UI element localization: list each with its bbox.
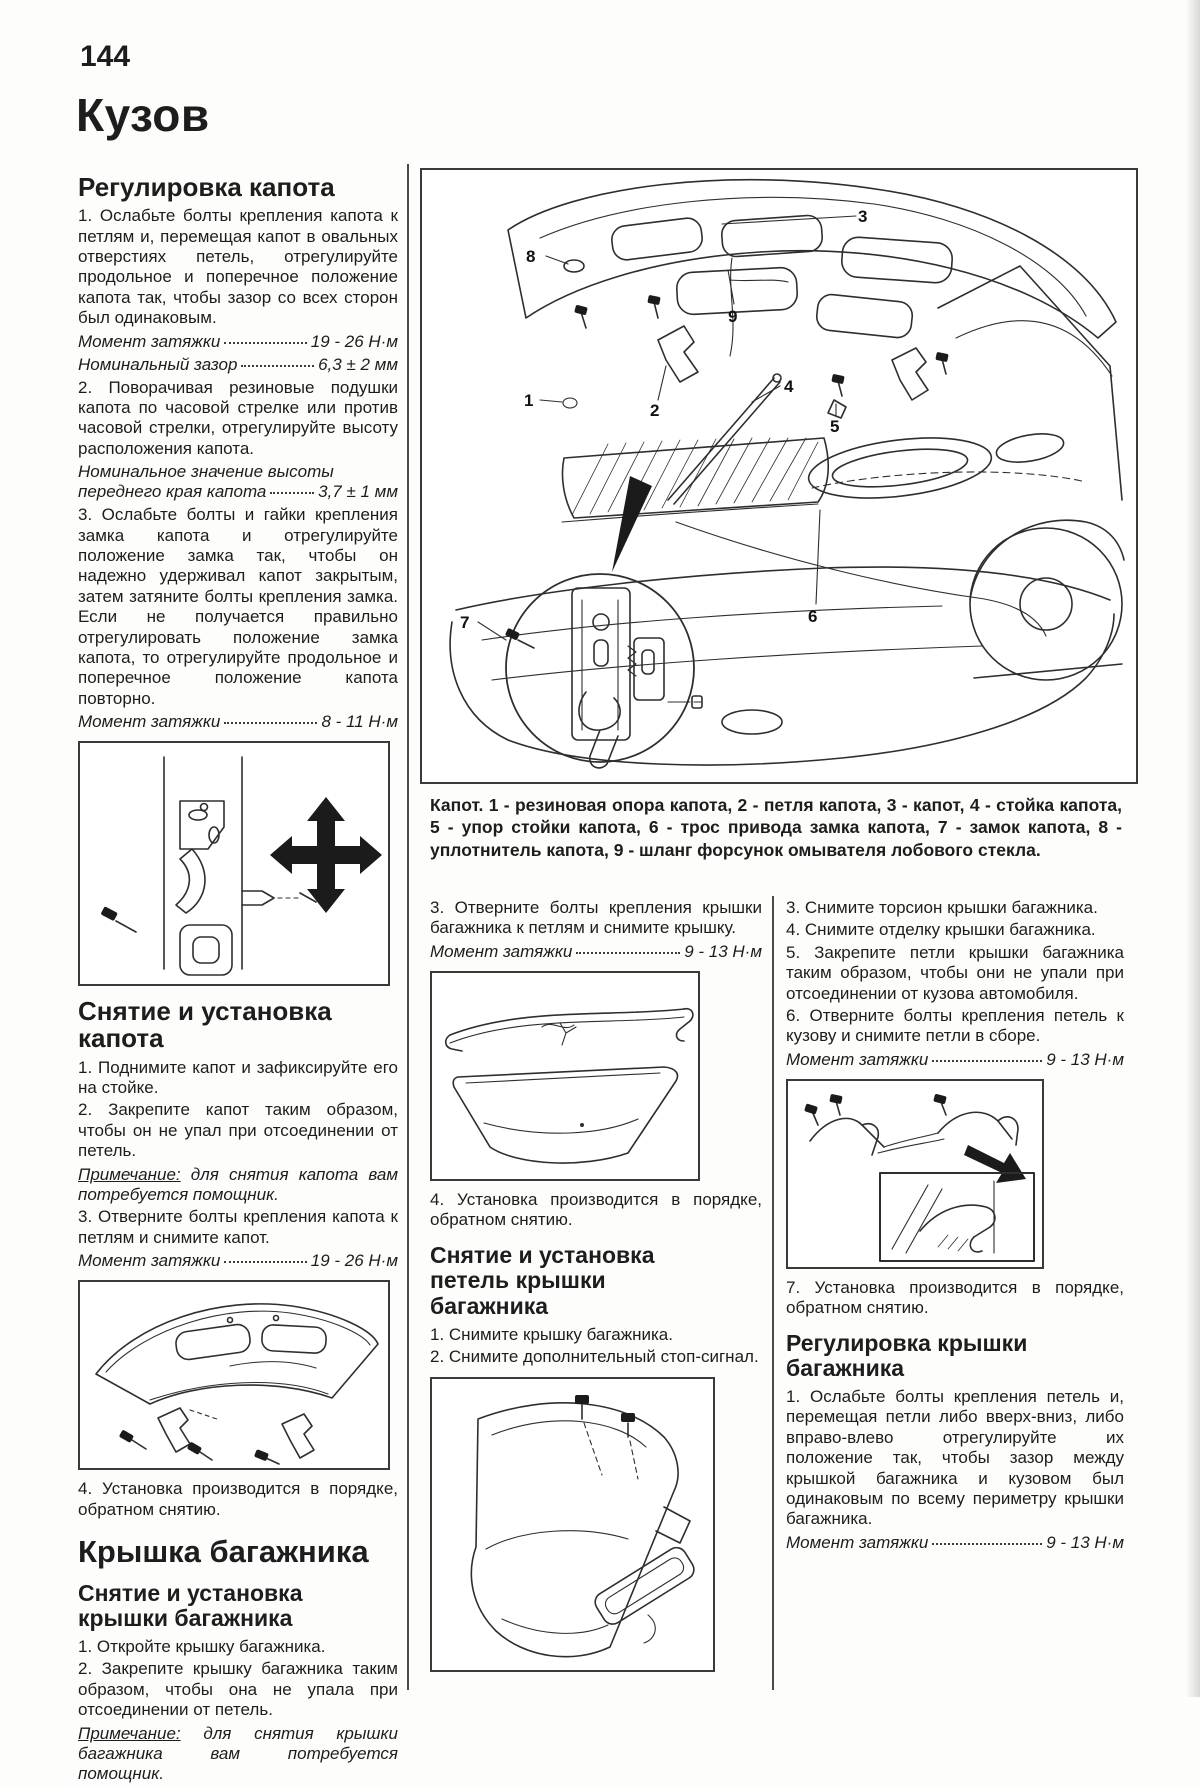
hood-hinge-adjust-figure — [78, 741, 390, 986]
instruction-step: 3. Снимите торсион крышки багажника. — [786, 898, 1098, 917]
torque-spec — [786, 1050, 1124, 1070]
hood-assembly-figure — [420, 168, 1138, 784]
hood-lock-inset — [506, 574, 702, 768]
dot-leader — [241, 365, 314, 367]
spec-label: переднего края капота — [78, 482, 267, 502]
callout-1: 1 — [524, 391, 534, 410]
trunk-lid-panel — [453, 1067, 677, 1163]
spec-label: Момент затяжки — [78, 1251, 221, 1271]
torque-spec — [430, 942, 762, 962]
callout-9: 9 — [728, 307, 738, 326]
section-heading-trunk: Крышка багажника — [78, 1534, 369, 1569]
hinges-and-stay — [658, 258, 1086, 636]
instruction-step: 2. Снимите дополнительный стоп-сигнал. — [430, 1347, 759, 1367]
callout-5: 5 — [830, 417, 840, 436]
four-way-arrow-icon — [270, 797, 382, 913]
spec-label: Момент затяжки — [786, 1532, 929, 1552]
hood-figure — [78, 1280, 390, 1470]
torsion-bars — [446, 1008, 693, 1050]
spec-label: Момент затяжки — [78, 331, 221, 351]
instruction-step: 7. Установка производится в порядке, обратном снятию. — [786, 1277, 1124, 1318]
trunk-hinge-figure — [786, 1079, 1044, 1269]
instruction-step: 1. Поднимите капот и зафиксируйте его на стойке. — [78, 1057, 398, 1098]
gap-spec — [78, 355, 398, 375]
spec-label: Момент затяжки — [786, 1049, 929, 1069]
spec-value: 3,7 ± 1 мм — [318, 482, 398, 502]
section-heading-hood-adjust: Регулировка капота — [78, 172, 335, 202]
scan-shadow-edge — [1186, 0, 1200, 1697]
instruction-step: 1. Ослабьте болты крепления петель и, перемещая петли либо вверх-вниз, либо вправо-влево отрегулируйте их положение так, чтобы зазор между крышкой багажника и кузовом был одинаковым по всему периметру крышки багажника. — [786, 1387, 1124, 1529]
instruction-step: 1. Ослабьте болты крепления капота к петлям и, перемещая капот в овальных отверстиях петель, отрегулируйте продольное и поперечное положение капота так, чтобы зазор со всех сторон был одинаковым. — [78, 206, 398, 328]
instruction-step: 2. Поворачивая резиновые подушки капота по часовой стрелке или против часовой стрелки, отрегулируйте высоту расположения капота. — [78, 377, 398, 458]
quarter-panel-inset — [880, 1173, 1034, 1261]
spec-label: Номинальное значение высоты — [78, 462, 334, 482]
note — [78, 1165, 398, 1206]
instruction-step: 6. Отверните болты крепления петель к кузову и снимите петли в сборе. — [786, 1005, 1124, 1046]
dot-leader — [576, 952, 680, 954]
spec-value: 9 - 13 Н·м — [1046, 1532, 1124, 1552]
spec-label: Момент затяжки — [430, 941, 573, 961]
spec-value: 6,3 ± 2 мм — [318, 354, 398, 374]
note-text: для снятия капота вам потребуется помощник. — [78, 1164, 398, 1205]
dot-leader — [932, 1060, 1042, 1062]
dot-leader — [224, 722, 317, 724]
subsection-heading-trunk-remove: Снятие и установка крышки багажника — [78, 1579, 303, 1632]
instruction-step: 5. Закрепите петли крышки багажника таким образом, чтобы они не упали при отсоединении от кузова автомобиля. — [786, 942, 1124, 1003]
spec-value: 9 - 13 Н·м — [1046, 1049, 1124, 1069]
right-column — [786, 898, 1124, 1556]
car-front-body — [450, 266, 1124, 765]
trunk-hinge-diagram — [788, 1081, 1042, 1267]
hood-panel — [96, 1304, 378, 1404]
direction-arrow-icon — [964, 1145, 1026, 1183]
instruction-step: 2. Закрепите капот таким образом, чтобы он не упал при отсоединении от петель. — [78, 1100, 398, 1161]
callout-leader-lines — [478, 216, 856, 640]
instruction-step: 4. Установка производится в порядке, обратном снятию. — [430, 1189, 762, 1230]
trunk-lid-open — [471, 1402, 678, 1656]
callout-3: 3 — [858, 207, 868, 226]
note-label: Примечание: — [78, 1164, 181, 1184]
hood-assembly-diagram — [422, 170, 1136, 780]
bolt-icons — [804, 1093, 947, 1114]
inset-pointer-wedge — [612, 476, 652, 572]
instruction-step: 4. Снимите отделку крышки багажника. — [786, 920, 1096, 940]
torque-spec — [78, 712, 398, 732]
bolt-icon — [505, 628, 520, 641]
column-divider-left — [407, 164, 409, 1690]
lamp-bracket-and-bolts — [582, 1405, 690, 1643]
section-heading-hood-remove: Снятие и установка капота — [78, 996, 332, 1054]
stop-signal-diagram — [432, 1379, 713, 1670]
stop-signal-figure — [430, 1377, 715, 1672]
callout-2: 2 — [650, 401, 660, 420]
subsection-heading-trunk-adjust: Регулировка крышки багажника — [786, 1329, 1028, 1382]
callout-6: 6 — [808, 607, 818, 626]
hood-open-panel — [508, 180, 1116, 339]
instruction-step: 3. Отверните болты крепления крышки багажника к петлям и снимите крышку. — [430, 898, 762, 938]
spec-line2 — [78, 482, 398, 502]
bolt-icon — [100, 906, 117, 921]
note — [78, 1724, 398, 1785]
stop-lamp — [591, 1543, 697, 1627]
instruction-step: 3. Отверните болты крепления капота к петлям и снимите капот. — [78, 1207, 398, 1247]
dot-leader — [224, 1261, 306, 1263]
torque-spec — [786, 1533, 1124, 1553]
bolt-icons — [575, 1395, 635, 1422]
spec-value: 19 - 26 Н·м — [310, 1251, 398, 1271]
page-title: Кузов — [76, 89, 210, 141]
callout-8: 8 — [526, 247, 536, 266]
note-text: для снятия крышки багажника вам потребуется помощник. — [78, 1723, 398, 1784]
instruction-step: 1. Откройте крышку багажника. — [78, 1637, 326, 1657]
callout-7: 7 — [460, 613, 470, 632]
spec-line1 — [78, 462, 398, 482]
instruction-step: 3. Ослабьте болты и гайки крепления замка капота и отрегулируйте положение замка так, чтобы он надежно удерживал капот закрытым, затем затяните болты крепления замка. Если не получается правильно отрегулировать положение замка капота, то отрегулируйте продольное и поперечное положение капота повторно. — [78, 505, 398, 708]
trunk-lid-figure — [430, 971, 700, 1181]
hood-hinge-adjust-diagram — [80, 743, 388, 984]
spec-value: 9 - 13 Н·м — [684, 941, 762, 961]
note-label: Примечание: — [78, 1723, 181, 1743]
torque-spec — [78, 1251, 398, 1271]
instruction-step: 4. Установка производится в порядке, обратном снятию. — [78, 1479, 398, 1519]
dot-leader — [224, 342, 306, 344]
torque-spec — [78, 332, 398, 352]
figure-caption: Капот. 1 - резиновая опора капота, 2 - петля капота, 3 - капот, 4 - стойка капота, 5 - упор стойки капота, 6 - трос привода замка капота, 7 - замок капота, 8 - уплотнитель капота, 9 - шланг форсунок омывателя лобового стекла. — [430, 795, 1122, 860]
height-spec — [78, 462, 398, 502]
dot-leader — [270, 492, 314, 494]
left-column — [78, 162, 398, 1787]
callout-4: 4 — [784, 377, 794, 396]
hood-diagram — [80, 1282, 388, 1468]
spec-label: Момент затяжки — [78, 712, 221, 732]
hood-hinges — [132, 1408, 314, 1464]
column-divider-right — [772, 896, 774, 1690]
subsection-heading-trunk-hinges: Снятие и установка петель крышки багажника — [430, 1241, 655, 1320]
instruction-step: 1. Снимите крышку багажника. — [430, 1324, 673, 1344]
hinge-assemblies — [810, 1101, 1018, 1155]
middle-column — [430, 898, 762, 1681]
page-number: 144 — [80, 40, 131, 73]
instruction-step: 2. Закрепите крышку багажника таким образом, чтобы она не упала при отсоединении от петель. — [78, 1659, 398, 1720]
spec-label: Номинальный зазор — [78, 354, 238, 374]
trunk-lid-diagram — [432, 973, 698, 1179]
spec-value: 19 - 26 Н·м — [310, 331, 398, 351]
spec-value: 8 - 11 Н·м — [321, 712, 398, 732]
dot-leader — [932, 1543, 1042, 1545]
